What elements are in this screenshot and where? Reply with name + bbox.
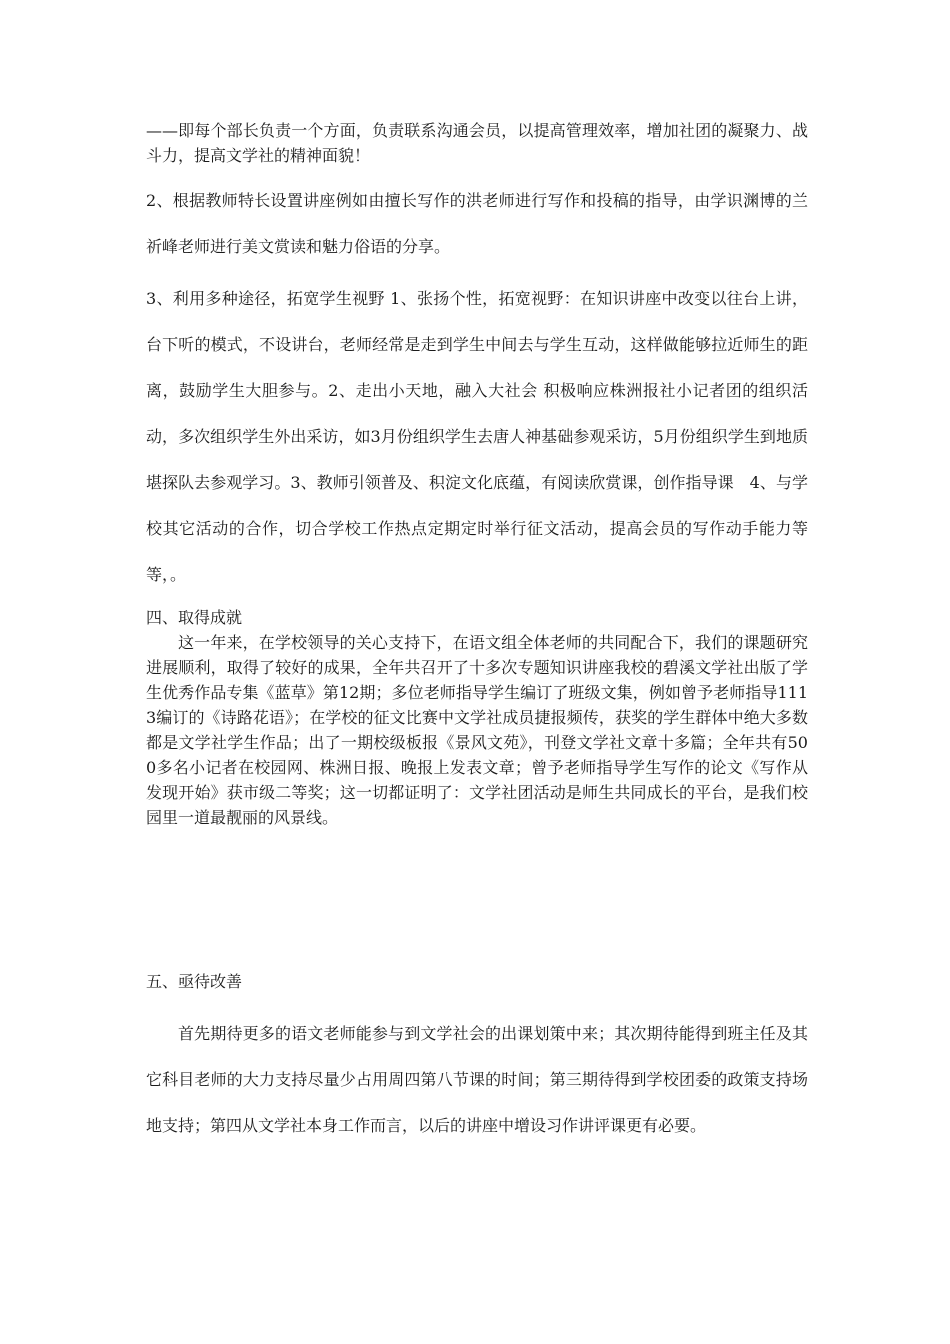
paragraph-teacher-lectures: 2、根据教师特长设置讲座例如由擅长写作的洪老师进行写作和投稿的指导，由学识渊博的兰祈峰老师进行美文赏读和魅力俗语的分享。 (146, 191, 808, 256)
paragraph-improvements: 首先期待更多的语文老师能参与到文学社会的出课划策中来；其次期待能得到班主任及其它科目老师的大力支持尽量少占用周四第八节课的时间；第三期待得到学校团委的政策支持场地支持；第四从文学社本身工作而言，以后的讲座中增设习作讲评课更有必要。 (146, 1024, 808, 1135)
paragraph-department-heads: ——即每个部长负责一个方面，负责联系沟通会员，以提高管理效率，增加社团的凝聚力、战斗力，提高文学社的精神面貌！ (146, 121, 808, 165)
section-heading-achievements: 四、取得成就 (146, 608, 243, 627)
section-heading-improvements: 五、亟待改善 (146, 972, 243, 991)
paragraph-broaden-horizons: 3、利用多种途径，拓宽学生视野 1、张扬个性，拓宽视野：在知识讲座中改变以往台上讲，台下听的模式，不设讲台，老师经常是走到学生中间去与学生互动，这样做能够拉近师生的距离，鼓励学生大胆参与。2、走出小天地，融入大社会 积极响应株洲报社小记者团的组织活动，多次组织学生外出采访，如3月份组织学生去唐人神基础参观采访，5月份组织学生到地质堪探队去参观学习。3、教师引领普及、积淀文化底蕴，有阅读欣赏课，创作指导课 4、与学校其它活动的合作，切合学校工作热点定期定时举行征文活动，提高会员的写作动手能力等等，。 (146, 289, 808, 584)
paragraph-achievements: 这一年来，在学校领导的关心支持下，在语文组全体老师的共同配合下，我们的课题研究进展顺利，取得了较好的成果，全年共召开了十多次专题知识讲座我校的碧溪文学社出版了学生优秀作品专集《蓝草》第12期；多位老师指导学生编订了班级文集，例如曾予老师指导1113编订的《诗路花语》；在学校的征文比赛中文学社成员捷报频传，获奖的学生群体中绝大多数都是文学社学生作品；出了一期校级板报《景风文苑》，刊登文学社文章十多篇；全年共有500多名小记者在校园网、株洲日报、晚报上发表文章；曾予老师指导学生写作的论文《写作从发现开始》获市级二等奖；这一切都证明了：文学社团活动是师生共同成长的平台，是我们校园里一道最靓丽的风景线。 (146, 633, 808, 827)
